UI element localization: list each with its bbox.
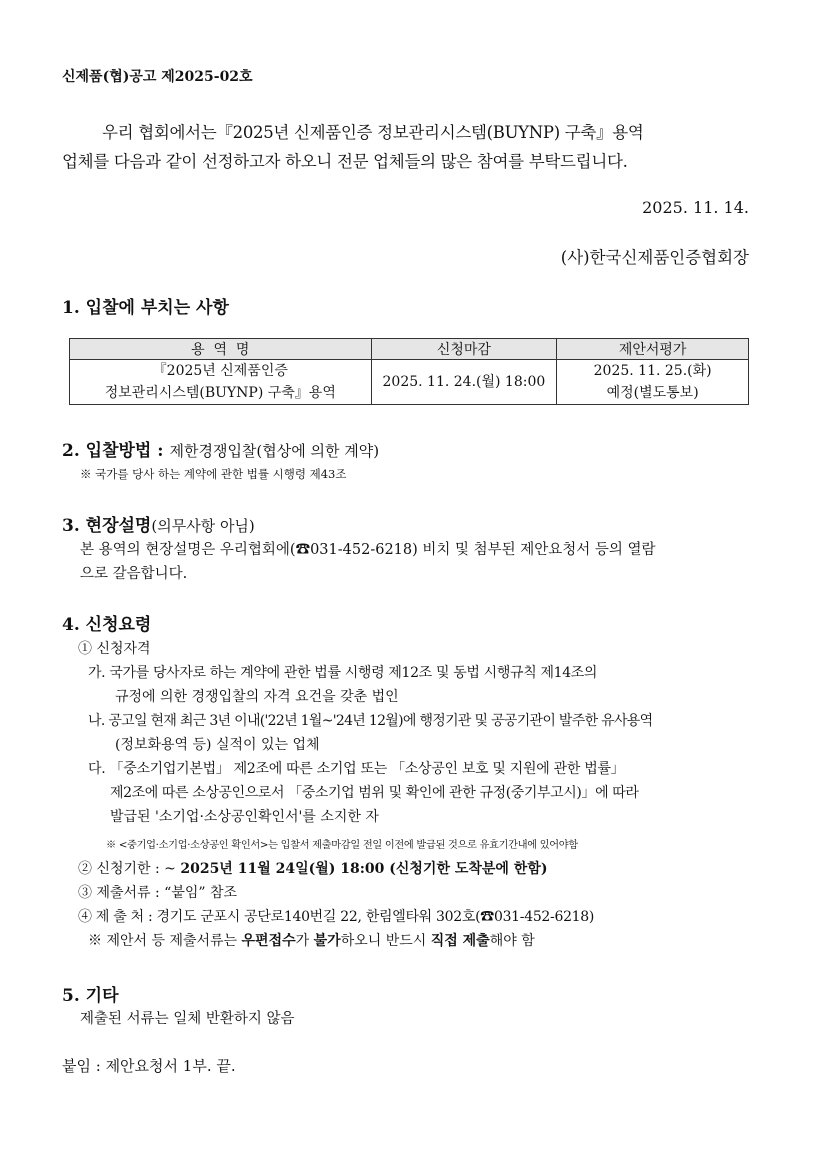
bid-method: 제한경쟁입찰(협상에 의한 계약)	[169, 442, 380, 460]
deadline-label: ② 신청기한 : ~	[78, 861, 181, 877]
section-3-body	[80, 538, 760, 586]
section-3-line-1: 본 용역의 현장설명은 우리협회에(☎031-452-6218) 비치 및 첨부된 제안요청서 등의 열람	[80, 542, 656, 558]
submission-note-text-1: ※ 제안서 등 제출서류는	[88, 933, 242, 949]
service-name-line-2: 정보관리시스템(BUYNP) 구축』용역	[104, 385, 336, 401]
submission-note-text-4: 해야 함	[489, 933, 535, 949]
section-2-note: ※ 국가를 당사 하는 계약에 관한 법률 시행령 제43조	[80, 467, 347, 481]
intro-paragraph	[62, 118, 752, 176]
header-deadline: 신청마감	[371, 339, 557, 360]
cell-evaluation	[557, 360, 749, 405]
qualification-na	[88, 709, 758, 757]
qualification-da	[88, 757, 758, 829]
section-3-title-suffix: (의무사항 아님)	[151, 517, 255, 535]
qualification-da-line-2: 제2조에 따른 소상공인으로서 「중소기업 범위 및 확인에 관한 규정(중기부고시)」에 따라	[110, 785, 639, 801]
qualification-da-line-1: 다. 「중소기업기본법」 제2조에 따른 소기업 또는 「소상공인 보호 및 지원에 관한 법률」	[88, 761, 625, 777]
table-row	[70, 360, 749, 405]
header-evaluation: 제안서평가	[557, 339, 749, 360]
qualification-title: ① 신청자격	[78, 641, 151, 657]
cell-deadline: 2025. 11. 24.(월) 18:00	[371, 360, 557, 405]
service-name-line-1: 『2025년 신제품인증	[152, 363, 288, 379]
qualification-na-line-2: (정보화용역 등) 실적이 있는 업체	[115, 737, 320, 753]
evaluation-line-1: 2025. 11. 25.(화)	[593, 363, 712, 379]
evaluation-line-2: 예정(별도통보)	[606, 385, 699, 401]
section-3-heading	[62, 511, 255, 536]
qualification-ga-line-2: 규정에 의한 경쟁입찰의 자격 요건을 갖춘 법인	[115, 689, 399, 705]
section-4-title: 4. 신청요령	[62, 615, 152, 635]
section-3-line-2: 으로 갈음합니다.	[80, 566, 188, 582]
submission-note	[88, 929, 535, 953]
intro-line-1: 우리 협회에서는『2025년 신제품인증 정보관리시스템(BUYNP) 구축』용역	[102, 123, 644, 142]
submission-address: ④ 제 출 처 : 경기도 군포시 공단로140번길 22, 한림엘타워 302호(☎031-452-6218)	[78, 909, 595, 925]
submission-note-direct: 직접 제출	[430, 933, 490, 949]
bid-table-header-row	[70, 339, 749, 360]
submission-note-text-2: 가	[295, 933, 314, 949]
header-service-name: 용 역 명	[70, 339, 372, 360]
qualification-ga	[88, 661, 758, 709]
intro-line-2: 업체를 다음과 같이 선정하고자 하오니 전문 업체들의 많은 참여를 부탁드립니다.	[62, 152, 628, 171]
qualification-na-line-1: 나. 공고일 현재 최근 3년 이내('22년 1월~'24년 12월)에 행정기관 및 공공기관이 발주한 유사용역	[88, 713, 653, 729]
cell-service-name	[70, 360, 372, 405]
qualification-note: ※ <중기업·소기업·소상공인 확인서>는 입찰서 제출마감일 전일 이전에 발급된 것으로 유효기간내에 있어야함	[106, 840, 578, 851]
required-documents: ③ 제출서류 : “붙임” 참조	[78, 885, 238, 901]
attachment-line: 붙임 : 제안요청서 1부. 끝.	[62, 1057, 236, 1075]
section-2-title: 2. 입찰방법 :	[62, 441, 164, 461]
deadline-value: 2025년 11월 24일(월) 18:00 (신청기한 도착분에 한함)	[180, 861, 548, 877]
section-5-title: 5. 기타	[62, 986, 119, 1006]
application-deadline	[78, 857, 547, 881]
section-5-text: 제출된 서류는 일체 반환하지 않음	[80, 1011, 295, 1027]
organization-name: (사)한국신제품인증협회장	[560, 248, 749, 267]
section-3-title: 3. 현장설명	[62, 516, 152, 536]
bid-table	[69, 338, 749, 405]
submission-note-mail: 우편접수	[241, 933, 296, 949]
section-1-title: 1. 입찰에 부치는 사항	[62, 298, 229, 318]
qualification-da-line-3: 발급된 '소기업·소상공인확인서'를 소지한 자	[110, 809, 379, 825]
section-2-heading	[62, 436, 379, 461]
submission-note-text-3: 하오니 반드시	[340, 933, 431, 949]
notice-number: 신제품(협)공고 제2025-02호	[62, 69, 253, 85]
submission-note-not-allowed: 불가	[313, 933, 341, 949]
qualification-ga-line-1: 가. 국가를 당사자로 하는 계약에 관한 법률 시행령 제12조 및 동법 시행규칙 제14조의	[88, 665, 598, 681]
notice-date: 2025. 11. 14.	[642, 198, 749, 217]
